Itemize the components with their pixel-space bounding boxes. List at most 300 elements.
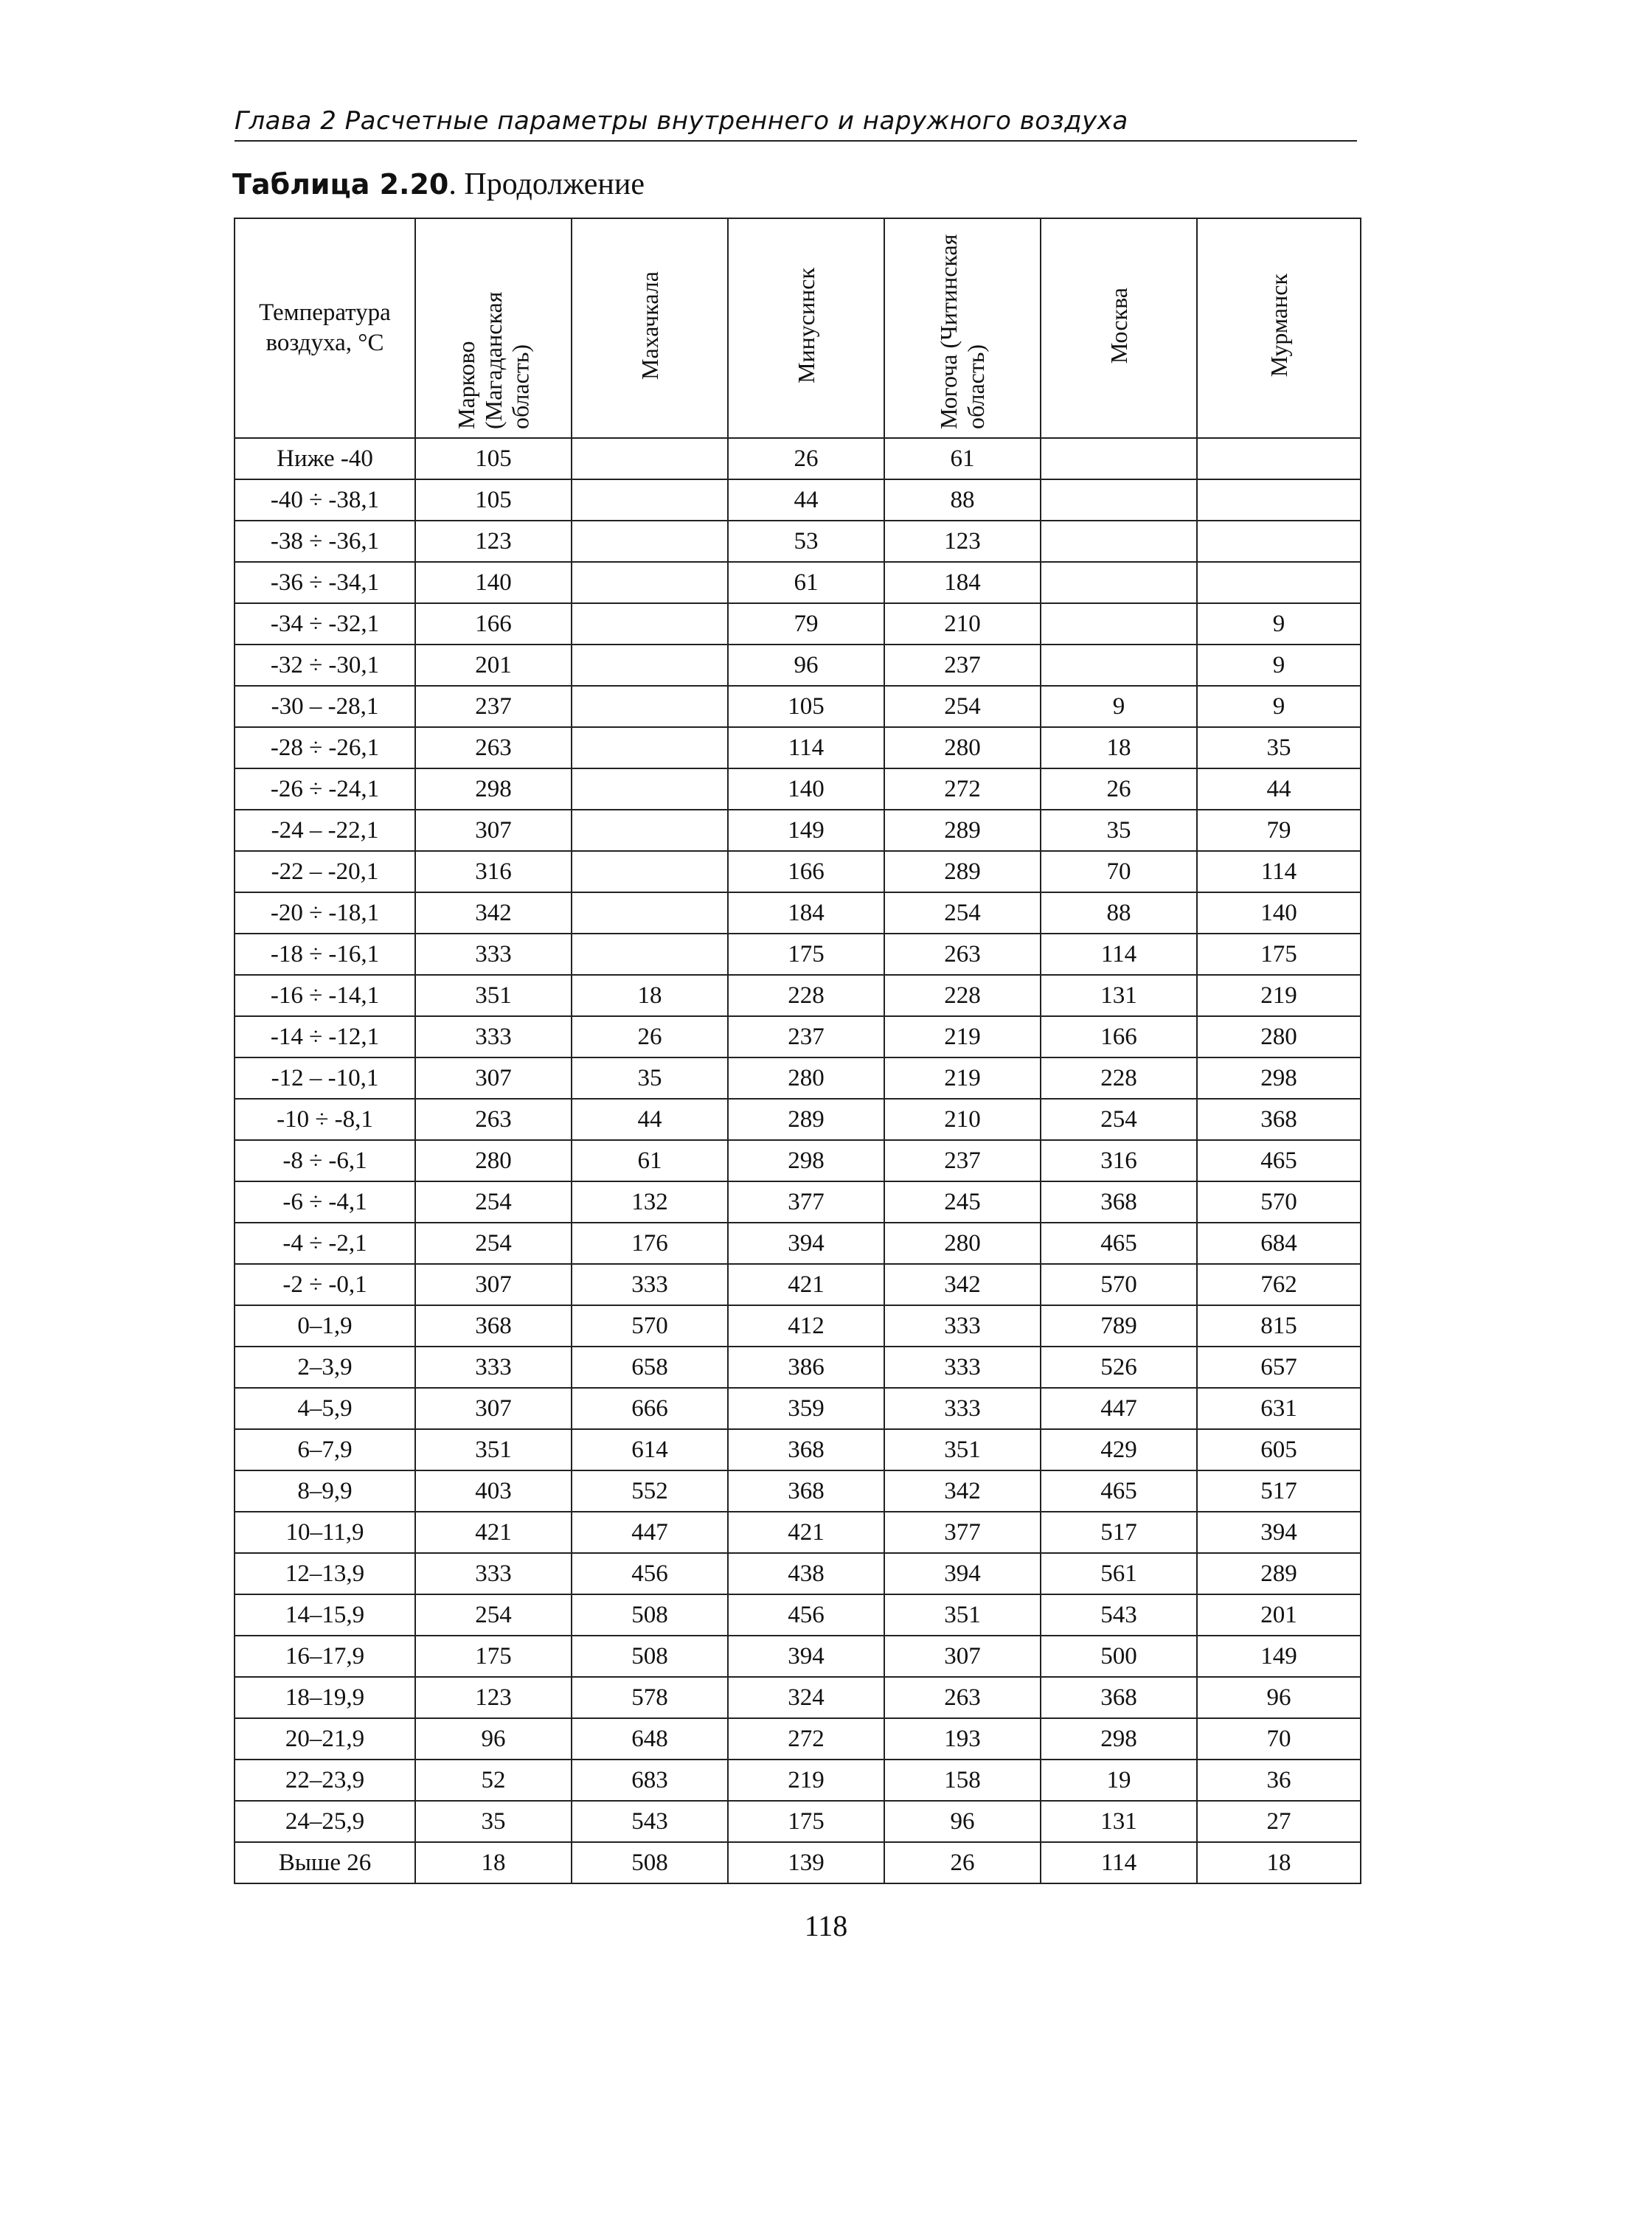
value-cell: 88 <box>1041 892 1197 934</box>
table-row <box>235 1677 1361 1718</box>
value-cell: 614 <box>572 1429 728 1470</box>
value-cell: 9 <box>1197 686 1361 727</box>
table-row <box>235 1594 1361 1636</box>
table-row <box>235 686 1361 727</box>
value-cell: 342 <box>884 1264 1041 1305</box>
value-cell: 333 <box>415 934 572 975</box>
value-cell: 201 <box>1197 1594 1361 1636</box>
value-cell: 114 <box>1041 934 1197 975</box>
value-cell: 96 <box>1197 1677 1361 1718</box>
value-cell <box>1197 562 1361 603</box>
value-cell: 272 <box>728 1718 884 1760</box>
table-row <box>235 521 1361 562</box>
value-cell: 412 <box>728 1305 884 1347</box>
table-row <box>235 479 1361 521</box>
table-row <box>235 1801 1361 1842</box>
value-cell: 166 <box>1041 1016 1197 1057</box>
value-cell: 333 <box>572 1264 728 1305</box>
temperature-range-cell: -4 ÷ -2,1 <box>235 1223 415 1264</box>
value-cell: 19 <box>1041 1760 1197 1801</box>
value-cell: 307 <box>884 1636 1041 1677</box>
temperature-range-cell: 0–1,9 <box>235 1305 415 1347</box>
value-cell: 96 <box>728 645 884 686</box>
value-cell: 18 <box>415 1842 572 1883</box>
value-cell: 254 <box>1041 1099 1197 1140</box>
value-cell: 201 <box>415 645 572 686</box>
temperature-range-cell: -34 ÷ -32,1 <box>235 603 415 645</box>
running-head: Глава 2 Расчетные параметры внутреннего и наружного воздуха <box>235 106 1357 142</box>
value-cell: 149 <box>1197 1636 1361 1677</box>
value-cell: 175 <box>1197 934 1361 975</box>
value-cell: 465 <box>1041 1223 1197 1264</box>
value-cell: 52 <box>415 1760 572 1801</box>
temperature-range-cell: -16 ÷ -14,1 <box>235 975 415 1016</box>
temperature-range-cell: -2 ÷ -0,1 <box>235 1264 415 1305</box>
value-cell: 666 <box>572 1388 728 1429</box>
temperature-range-cell: 24–25,9 <box>235 1801 415 1842</box>
temperature-range-cell: -12 – -10,1 <box>235 1057 415 1099</box>
value-cell: 456 <box>572 1553 728 1594</box>
value-cell <box>1197 479 1361 521</box>
value-cell: 123 <box>415 1677 572 1718</box>
temperature-range-cell: 20–21,9 <box>235 1718 415 1760</box>
value-cell: 26 <box>728 438 884 479</box>
value-cell: 762 <box>1197 1264 1361 1305</box>
value-cell: 123 <box>884 521 1041 562</box>
value-cell: 263 <box>415 1099 572 1140</box>
temperature-range-cell: -18 ÷ -16,1 <box>235 934 415 975</box>
table-row <box>235 1512 1361 1553</box>
value-cell: 368 <box>1041 1677 1197 1718</box>
header-col-label: Минусинск <box>792 268 819 383</box>
value-cell: 61 <box>728 562 884 603</box>
value-cell: 280 <box>728 1057 884 1099</box>
temperature-range-cell: -8 ÷ -6,1 <box>235 1140 415 1181</box>
value-cell: 368 <box>415 1305 572 1347</box>
value-cell: 570 <box>1041 1264 1197 1305</box>
value-cell: 105 <box>415 479 572 521</box>
value-cell: 508 <box>572 1636 728 1677</box>
value-cell: 210 <box>884 1099 1041 1140</box>
value-cell: 193 <box>884 1718 1041 1760</box>
value-cell: 517 <box>1197 1470 1361 1512</box>
value-cell: 254 <box>415 1181 572 1223</box>
value-cell: 280 <box>1197 1016 1361 1057</box>
temperature-range-cell: -32 ÷ -30,1 <box>235 645 415 686</box>
table-row <box>235 1305 1361 1347</box>
temperature-range-cell: Выше 26 <box>235 1842 415 1883</box>
value-cell: 210 <box>884 603 1041 645</box>
value-cell: 316 <box>1041 1140 1197 1181</box>
header-col <box>572 218 728 438</box>
value-cell: 333 <box>415 1347 572 1388</box>
value-cell: 508 <box>572 1594 728 1636</box>
value-cell: 263 <box>884 1677 1041 1718</box>
value-cell: 333 <box>884 1388 1041 1429</box>
value-cell: 114 <box>1041 1842 1197 1883</box>
table-row <box>235 892 1361 934</box>
value-cell: 237 <box>415 686 572 727</box>
value-cell <box>572 686 728 727</box>
value-cell: 9 <box>1197 645 1361 686</box>
value-cell: 26 <box>572 1016 728 1057</box>
temperature-range-cell: 14–15,9 <box>235 1594 415 1636</box>
temperature-range-cell: -20 ÷ -18,1 <box>235 892 415 934</box>
value-cell: 132 <box>572 1181 728 1223</box>
value-cell: 27 <box>1197 1801 1361 1842</box>
value-cell: 500 <box>1041 1636 1197 1677</box>
table-body <box>235 438 1361 1883</box>
value-cell: 175 <box>728 1801 884 1842</box>
value-cell: 333 <box>415 1016 572 1057</box>
value-cell: 272 <box>884 768 1041 810</box>
value-cell: 789 <box>1041 1305 1197 1347</box>
table-row <box>235 1223 1361 1264</box>
table-row <box>235 1264 1361 1305</box>
value-cell: 289 <box>1197 1553 1361 1594</box>
value-cell: 648 <box>572 1718 728 1760</box>
table-row <box>235 975 1361 1016</box>
value-cell: 44 <box>728 479 884 521</box>
table-row <box>235 1016 1361 1057</box>
value-cell <box>572 768 728 810</box>
value-cell: 368 <box>1197 1099 1361 1140</box>
temperature-range-cell: -10 ÷ -8,1 <box>235 1099 415 1140</box>
value-cell: 298 <box>415 768 572 810</box>
value-cell: 351 <box>884 1429 1041 1470</box>
value-cell: 228 <box>884 975 1041 1016</box>
header-col <box>1041 218 1197 438</box>
value-cell: 26 <box>884 1842 1041 1883</box>
value-cell <box>1041 562 1197 603</box>
table-row <box>235 1347 1361 1388</box>
value-cell <box>572 603 728 645</box>
value-cell: 105 <box>415 438 572 479</box>
value-cell: 9 <box>1197 603 1361 645</box>
value-cell: 578 <box>572 1677 728 1718</box>
value-cell: 508 <box>572 1842 728 1883</box>
value-cell: 254 <box>884 892 1041 934</box>
value-cell <box>572 810 728 851</box>
value-cell: 44 <box>1197 768 1361 810</box>
table-row <box>235 727 1361 768</box>
value-cell: 438 <box>728 1553 884 1594</box>
value-cell <box>1041 603 1197 645</box>
table-row <box>235 810 1361 851</box>
value-cell: 254 <box>415 1223 572 1264</box>
value-cell: 237 <box>884 1140 1041 1181</box>
table-row <box>235 934 1361 975</box>
value-cell: 447 <box>1041 1388 1197 1429</box>
temperature-range-cell: 10–11,9 <box>235 1512 415 1553</box>
value-cell: 526 <box>1041 1347 1197 1388</box>
value-cell: 351 <box>884 1594 1041 1636</box>
header-col <box>1197 218 1361 438</box>
value-cell: 447 <box>572 1512 728 1553</box>
value-cell: 175 <box>415 1636 572 1677</box>
value-cell: 359 <box>728 1388 884 1429</box>
value-cell <box>572 645 728 686</box>
value-cell: 219 <box>884 1016 1041 1057</box>
table-row <box>235 1760 1361 1801</box>
table-header-row <box>235 218 1361 438</box>
header-col <box>415 218 572 438</box>
value-cell <box>1041 479 1197 521</box>
header-col-label: Махачкала <box>636 271 663 380</box>
value-cell: 245 <box>884 1181 1041 1223</box>
value-cell: 342 <box>884 1470 1041 1512</box>
value-cell: 631 <box>1197 1388 1361 1429</box>
value-cell: 333 <box>884 1305 1041 1347</box>
value-cell: 70 <box>1197 1718 1361 1760</box>
table-row <box>235 1388 1361 1429</box>
value-cell: 237 <box>884 645 1041 686</box>
value-cell: 351 <box>415 975 572 1016</box>
table-row <box>235 1057 1361 1099</box>
table-row <box>235 1470 1361 1512</box>
value-cell: 166 <box>415 603 572 645</box>
value-cell: 421 <box>415 1512 572 1553</box>
value-cell: 298 <box>1197 1057 1361 1099</box>
value-cell: 377 <box>728 1181 884 1223</box>
value-cell: 18 <box>1041 727 1197 768</box>
temperature-range-cell: 8–9,9 <box>235 1470 415 1512</box>
value-cell: 9 <box>1041 686 1197 727</box>
table-row <box>235 1181 1361 1223</box>
temperature-range-cell: -28 ÷ -26,1 <box>235 727 415 768</box>
value-cell: 131 <box>1041 975 1197 1016</box>
value-cell: 658 <box>572 1347 728 1388</box>
value-cell: 307 <box>415 1264 572 1305</box>
temperature-range-cell: -40 ÷ -38,1 <box>235 479 415 521</box>
value-cell: 237 <box>728 1016 884 1057</box>
temperature-range-cell: 4–5,9 <box>235 1388 415 1429</box>
value-cell: 35 <box>415 1801 572 1842</box>
value-cell: 298 <box>728 1140 884 1181</box>
value-cell <box>1197 521 1361 562</box>
temperature-range-cell: -36 ÷ -34,1 <box>235 562 415 603</box>
value-cell: 79 <box>728 603 884 645</box>
header-col <box>728 218 884 438</box>
value-cell: 149 <box>728 810 884 851</box>
table-row <box>235 438 1361 479</box>
value-cell: 123 <box>415 521 572 562</box>
temperature-range-cell: -30 – -28,1 <box>235 686 415 727</box>
value-cell: 139 <box>728 1842 884 1883</box>
value-cell: 61 <box>572 1140 728 1181</box>
value-cell: 342 <box>415 892 572 934</box>
value-cell: 175 <box>728 934 884 975</box>
value-cell: 228 <box>728 975 884 1016</box>
value-cell: 561 <box>1041 1553 1197 1594</box>
value-cell: 289 <box>728 1099 884 1140</box>
value-cell: 517 <box>1041 1512 1197 1553</box>
value-cell: 219 <box>884 1057 1041 1099</box>
table-row <box>235 768 1361 810</box>
value-cell: 35 <box>572 1057 728 1099</box>
value-cell: 684 <box>1197 1223 1361 1264</box>
value-cell <box>572 851 728 892</box>
temperature-range-cell: -22 – -20,1 <box>235 851 415 892</box>
table-row <box>235 851 1361 892</box>
value-cell <box>572 438 728 479</box>
value-cell: 368 <box>728 1429 884 1470</box>
value-cell <box>572 521 728 562</box>
table-row <box>235 1553 1361 1594</box>
value-cell: 18 <box>1197 1842 1361 1883</box>
value-cell: 333 <box>884 1347 1041 1388</box>
value-cell: 184 <box>884 562 1041 603</box>
value-cell: 36 <box>1197 1760 1361 1801</box>
value-cell: 280 <box>415 1140 572 1181</box>
value-cell: 228 <box>1041 1057 1197 1099</box>
value-cell <box>572 934 728 975</box>
temperature-range-cell: -14 ÷ -12,1 <box>235 1016 415 1057</box>
table-caption-label: Таблица 2.20 <box>232 168 449 201</box>
value-cell: 219 <box>728 1760 884 1801</box>
value-cell: 333 <box>415 1553 572 1594</box>
value-cell: 368 <box>728 1470 884 1512</box>
table-caption-text: . Продолжение <box>448 167 645 201</box>
value-cell <box>572 562 728 603</box>
value-cell: 570 <box>1197 1181 1361 1223</box>
table-row <box>235 1718 1361 1760</box>
value-cell <box>572 892 728 934</box>
value-cell: 140 <box>728 768 884 810</box>
value-cell <box>572 727 728 768</box>
value-cell: 394 <box>1197 1512 1361 1553</box>
value-cell: 324 <box>728 1677 884 1718</box>
value-cell: 307 <box>415 810 572 851</box>
temperature-range-cell: -26 ÷ -24,1 <box>235 768 415 810</box>
value-cell: 394 <box>884 1553 1041 1594</box>
value-cell: 184 <box>728 892 884 934</box>
value-cell: 280 <box>884 727 1041 768</box>
value-cell: 53 <box>728 521 884 562</box>
value-cell: 403 <box>415 1470 572 1512</box>
value-cell: 88 <box>884 479 1041 521</box>
value-cell: 158 <box>884 1760 1041 1801</box>
value-cell: 552 <box>572 1470 728 1512</box>
value-cell: 140 <box>415 562 572 603</box>
value-cell: 307 <box>415 1388 572 1429</box>
value-cell: 394 <box>728 1223 884 1264</box>
table-row <box>235 562 1361 603</box>
temperature-range-cell: 12–13,9 <box>235 1553 415 1594</box>
value-cell: 570 <box>572 1305 728 1347</box>
table-row <box>235 1140 1361 1181</box>
value-cell: 298 <box>1041 1718 1197 1760</box>
value-cell: 394 <box>728 1636 884 1677</box>
value-cell <box>1041 645 1197 686</box>
data-table <box>234 218 1361 1884</box>
value-cell: 176 <box>572 1223 728 1264</box>
temperature-range-cell: 2–3,9 <box>235 1347 415 1388</box>
value-cell: 543 <box>572 1801 728 1842</box>
value-cell: 456 <box>728 1594 884 1636</box>
value-cell: 96 <box>415 1718 572 1760</box>
value-cell: 307 <box>415 1057 572 1099</box>
value-cell: 79 <box>1197 810 1361 851</box>
value-cell: 114 <box>728 727 884 768</box>
table-row <box>235 1099 1361 1140</box>
header-col-label: Марково (Магаданская область) <box>452 291 534 429</box>
value-cell: 421 <box>728 1264 884 1305</box>
temperature-range-cell: -24 – -22,1 <box>235 810 415 851</box>
header-col-label: Мурманск <box>1265 274 1292 378</box>
value-cell <box>1041 521 1197 562</box>
temperature-range-cell: 18–19,9 <box>235 1677 415 1718</box>
value-cell: 280 <box>884 1223 1041 1264</box>
table-row <box>235 1636 1361 1677</box>
value-cell: 368 <box>1041 1181 1197 1223</box>
table-caption <box>232 167 645 202</box>
table-row <box>235 1842 1361 1883</box>
value-cell: 289 <box>884 810 1041 851</box>
value-cell: 105 <box>728 686 884 727</box>
value-cell: 429 <box>1041 1429 1197 1470</box>
value-cell: 35 <box>1041 810 1197 851</box>
value-cell: 219 <box>1197 975 1361 1016</box>
temperature-range-cell: Ниже -40 <box>235 438 415 479</box>
value-cell: 386 <box>728 1347 884 1388</box>
value-cell: 26 <box>1041 768 1197 810</box>
value-cell: 18 <box>572 975 728 1016</box>
value-cell: 316 <box>415 851 572 892</box>
temperature-range-cell: 16–17,9 <box>235 1636 415 1677</box>
value-cell <box>1197 438 1361 479</box>
value-cell: 263 <box>415 727 572 768</box>
value-cell: 657 <box>1197 1347 1361 1388</box>
value-cell: 263 <box>884 934 1041 975</box>
value-cell: 683 <box>572 1760 728 1801</box>
table-row <box>235 645 1361 686</box>
value-cell: 351 <box>415 1429 572 1470</box>
value-cell: 254 <box>884 686 1041 727</box>
header-temperature: Температура воздуха, °С <box>235 218 415 438</box>
header-col-label: Москва <box>1105 287 1132 364</box>
value-cell: 166 <box>728 851 884 892</box>
value-cell <box>1041 438 1197 479</box>
table-row <box>235 603 1361 645</box>
table-row <box>235 1429 1361 1470</box>
value-cell: 465 <box>1197 1140 1361 1181</box>
value-cell: 96 <box>884 1801 1041 1842</box>
value-cell: 254 <box>415 1594 572 1636</box>
value-cell: 815 <box>1197 1305 1361 1347</box>
value-cell: 114 <box>1197 851 1361 892</box>
temperature-range-cell: -38 ÷ -36,1 <box>235 521 415 562</box>
value-cell: 140 <box>1197 892 1361 934</box>
value-cell: 61 <box>884 438 1041 479</box>
temperature-range-cell: -6 ÷ -4,1 <box>235 1181 415 1223</box>
value-cell: 70 <box>1041 851 1197 892</box>
value-cell: 465 <box>1041 1470 1197 1512</box>
value-cell: 605 <box>1197 1429 1361 1470</box>
value-cell: 289 <box>884 851 1041 892</box>
header-col-label: Могоча (Читинская область) <box>935 234 989 429</box>
temperature-range-cell: 22–23,9 <box>235 1760 415 1801</box>
value-cell <box>572 479 728 521</box>
value-cell: 377 <box>884 1512 1041 1553</box>
value-cell: 131 <box>1041 1801 1197 1842</box>
page-number: 118 <box>804 1909 848 1942</box>
value-cell: 44 <box>572 1099 728 1140</box>
temperature-range-cell: 6–7,9 <box>235 1429 415 1470</box>
header-col <box>884 218 1041 438</box>
value-cell: 543 <box>1041 1594 1197 1636</box>
value-cell: 35 <box>1197 727 1361 768</box>
